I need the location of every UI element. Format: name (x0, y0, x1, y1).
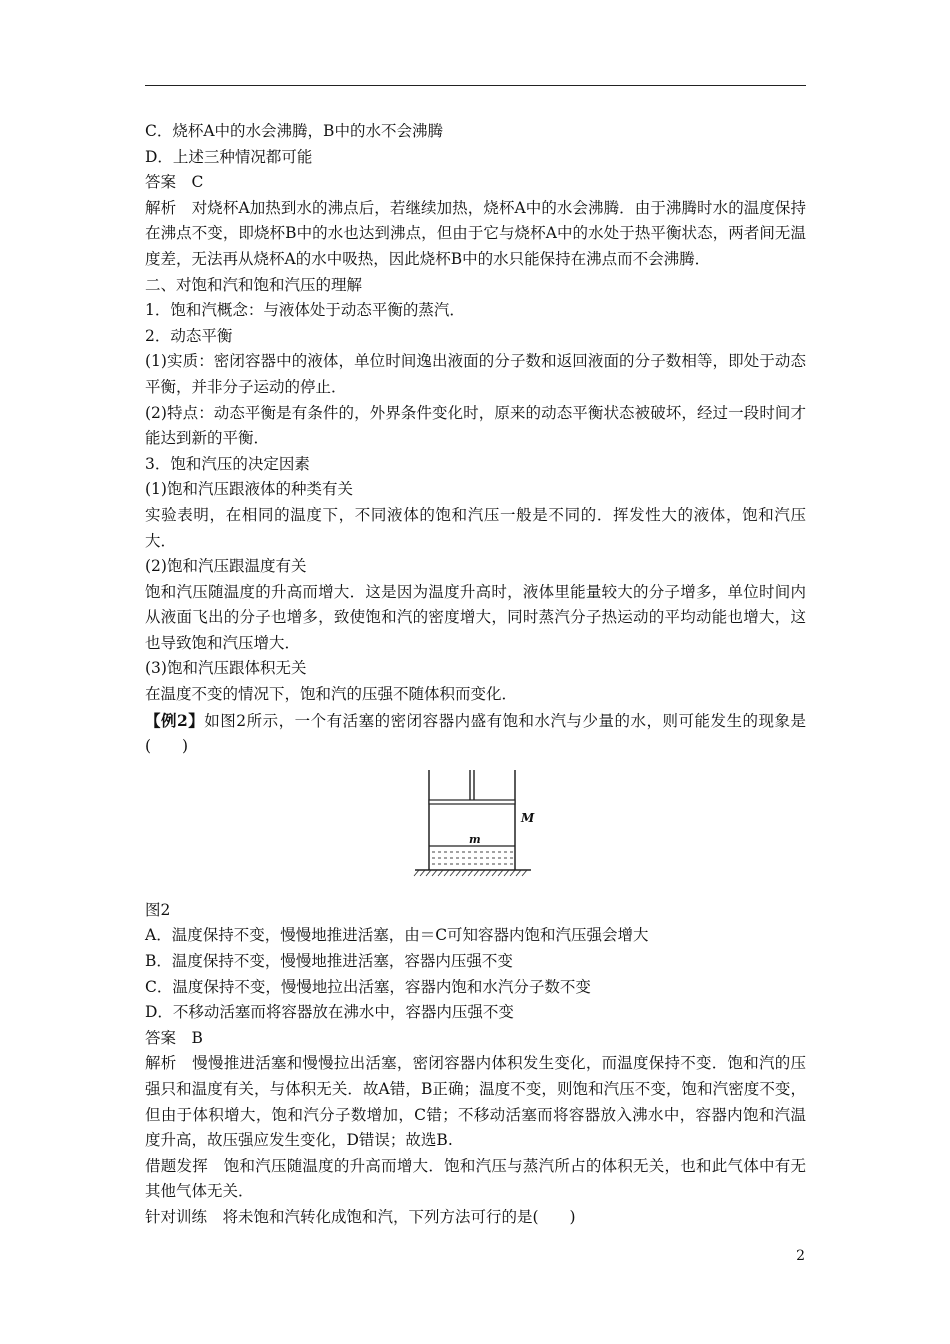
answer-2: 答案 B (145, 1028, 203, 1047)
header-rule (145, 85, 806, 86)
piston-container-diagram (413, 766, 543, 898)
point-3a: (1)饱和汽压跟液体的种类有关 (145, 480, 353, 499)
option-d-prev: D．上述三种情况都可能 (145, 147, 313, 166)
option-b: B．温度保持不变，慢慢地推进活塞，容器内压强不变 (145, 952, 513, 971)
option-c-prev: C．烧杯A中的水会沸腾，B中的水不会沸腾 (145, 122, 443, 140)
tip: 借题发挥 饱和汽压随温度的升高而增大．饱和汽压与蒸汽所占的体积无关，也和此气体中有无其他气体无关． (145, 1156, 806, 1201)
page-content (145, 119, 806, 1231)
page-number: 2 (796, 1248, 805, 1264)
explanation-2: 解析 慢慢推进活塞和慢慢拉出活塞，密闭容器内体积发生变化，而温度保持不变．饱和汽的压强只和温度有关，与体积无关．故A错，B正确；温度不变，则饱和汽压不变，饱和汽密度不变，但由于体积增大，饱和汽分子数增加，C错；不移动活塞而将容器放入沸水中，容器内饱和汽温度升高，故压强应发生变化，D错误；故选B. (145, 1054, 806, 1150)
point-3b-text: 饱和汽压随温度的升高而增大．这是因为温度升高时，液体里能量较大的分子增多，单位时间内从液面飞出的分子也增多，致使饱和汽的密度增大，同时蒸汽分子热运动的平均动能也增大，这也导致饱和汽压增大． (145, 582, 806, 652)
point-3b: (2)饱和汽压跟温度有关 (145, 557, 307, 576)
piston (429, 800, 515, 804)
example-2-tag: 【例2】 (145, 710, 205, 730)
figure-2 (145, 766, 806, 898)
section-heading-2: 二、对饱和汽和饱和汽压的理解 (145, 275, 363, 294)
explanation-1: 解析 对烧杯A加热到水的沸点后，若继续加热，烧杯A中的水会沸腾．由于沸腾时水的温度保持在沸点不变，即烧杯B中的水也达到沸点，但由于它与烧杯A中的水处于热平衡状态，两者间无温度差，无法再从烧杯A的水中吸热，因此烧杯B中的水只能保持在沸点而不会沸腾． (145, 198, 806, 268)
point-1: 1．饱和汽概念：与液体处于动态平衡的蒸汽． (145, 301, 465, 320)
option-d: D．不移动活塞而将容器放在沸水中，容器内压强不变 (145, 1003, 514, 1022)
point-3c: (3)饱和汽压跟体积无关 (145, 659, 307, 678)
option-a: A．温度保持不变，慢慢地推进活塞，由＝C可知容器内饱和汽压强会增大 (145, 926, 649, 945)
point-2: 2．动态平衡 (145, 326, 233, 345)
point-3a-text: 实验表明，在相同的温度下，不同液体的饱和汽压一般是不同的．挥发性大的液体，饱和汽压大． (145, 505, 806, 550)
targeted-training: 针对训练 将未饱和汽转化成饱和汽，下列方法可行的是( ) (145, 1207, 576, 1226)
example-2 (145, 708, 806, 760)
label-M: M (521, 810, 535, 825)
example-2-text: 如图2所示，一个有活塞的密闭容器内盛有饱和水汽与少量的水，则可能发生的现象是( ) (145, 711, 806, 756)
label-m: m (469, 832, 481, 846)
point-3: 3．饱和汽压的决定因素 (145, 454, 310, 473)
point-2a: (1)实质：密闭容器中的液体，单位时间逸出液面的分子数和返回液面的分子数相等，即处于动态平衡，并非分子运动的停止． (145, 352, 806, 396)
point-2b: (2)特点：动态平衡是有条件的，外界条件变化时，原来的动态平衡状态被破坏，经过一段时间才能达到新的平衡． (145, 403, 806, 448)
point-3c-text: 在温度不变的情况下，饱和汽的压强不随体积而变化． (145, 685, 518, 704)
answer-1: 答案 C (145, 173, 204, 192)
figure-caption: 图2 (145, 900, 171, 919)
option-c: C．温度保持不变，慢慢地拉出活塞，容器内饱和水汽分子数不变 (145, 977, 591, 996)
